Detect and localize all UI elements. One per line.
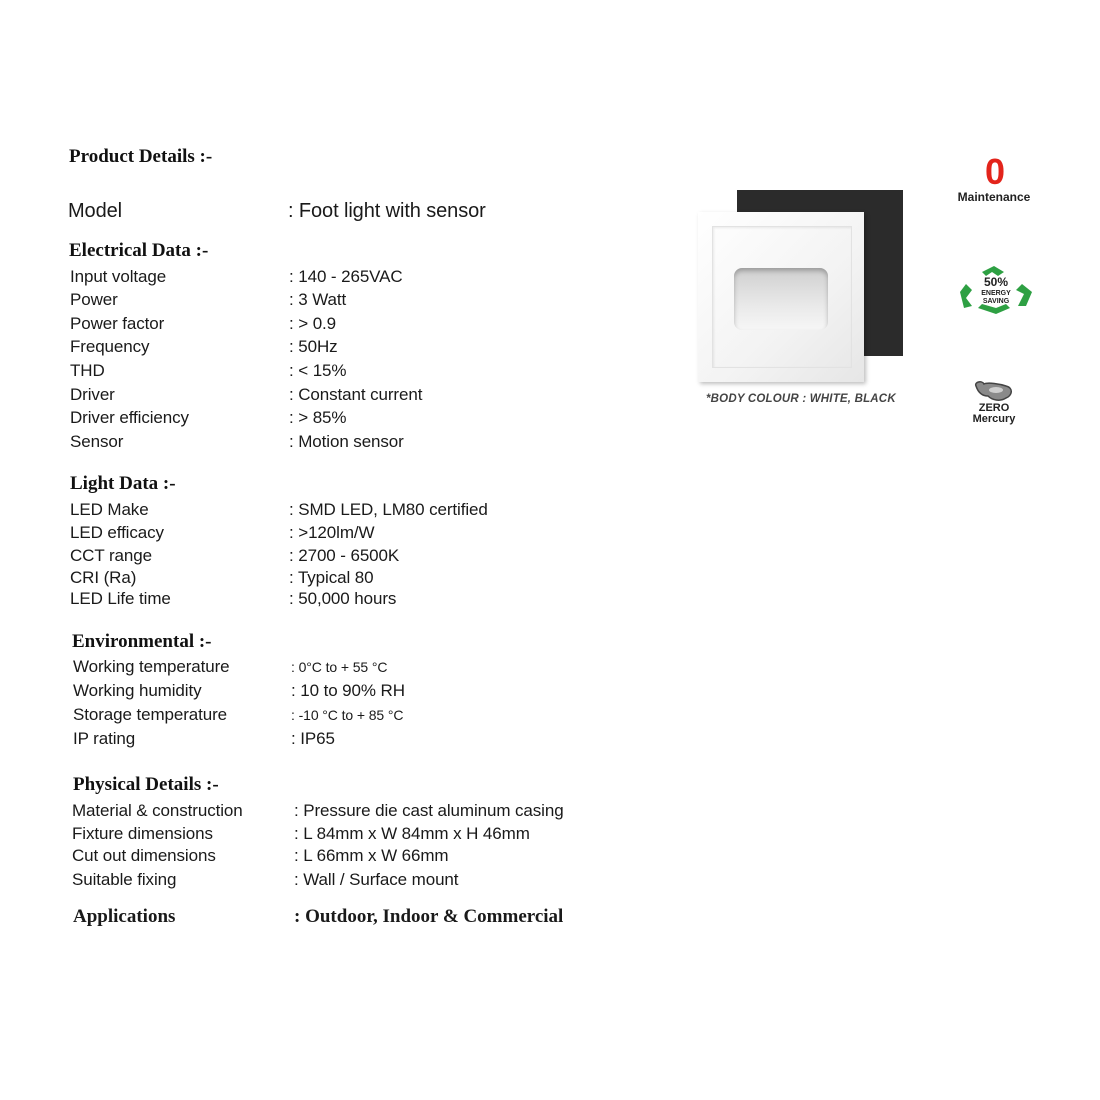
row-value: : L 66mm x W 66mm (294, 846, 449, 865)
applications-value: : Outdoor, Indoor & Commercial (294, 906, 564, 927)
row-value: : 3 Watt (289, 290, 347, 309)
row-value: : 50,000 hours (289, 589, 397, 608)
row-label: LED Make (70, 500, 149, 519)
model-label: Model (68, 200, 122, 222)
row-label: Frequency (70, 337, 150, 356)
light-window (734, 268, 828, 330)
row-label: THD (70, 361, 105, 380)
product-image (697, 186, 907, 386)
table-row (0, 500, 700, 522)
row-label: IP rating (73, 729, 136, 748)
table-row (0, 824, 700, 846)
environmental-heading: Environmental :- (72, 631, 212, 652)
table-row (0, 870, 700, 892)
model-value: : Foot light with sensor (288, 200, 486, 222)
energy-line2: SAVING (982, 298, 1010, 305)
row-value: : Motion sensor (289, 432, 404, 451)
row-value: : SMD LED, LM80 certified (289, 500, 488, 519)
row-label: Suitable fixing (72, 870, 177, 889)
row-label: LED Life time (70, 589, 171, 608)
row-label: LED efficacy (70, 523, 164, 542)
white-variant-plate (698, 212, 864, 382)
electrical-heading: Electrical Data :- (69, 240, 209, 261)
row-label: CRI (Ra) (70, 568, 137, 587)
row-label: Fixture dimensions (72, 824, 213, 843)
row-value: : IP65 (291, 729, 335, 748)
row-label: Power (70, 290, 118, 309)
row-value: : Pressure die cast aluminum casing (294, 801, 564, 820)
row-value: : -10 °C to + 85 °C (291, 707, 404, 723)
row-label: Storage temperature (73, 705, 228, 724)
row-label: Cut out dimensions (72, 846, 216, 865)
table-row (0, 267, 700, 289)
row-value: : >120lm/W (289, 523, 375, 542)
table-row (0, 337, 700, 359)
table-row (0, 385, 700, 407)
table-row (0, 657, 700, 679)
row-value: : 10 to 90% RH (291, 681, 405, 700)
body-colour-caption: *BODY COLOUR : WHITE, BLACK (706, 393, 896, 405)
table-row (0, 408, 700, 430)
row-value: : Wall / Surface mount (294, 870, 459, 889)
energy-percent: 50% (983, 275, 1009, 289)
row-value: : Typical 80 (289, 568, 374, 587)
mercury-line2: Mercury (972, 413, 1016, 425)
row-value: : Constant current (289, 385, 423, 404)
row-label: Working humidity (73, 681, 202, 700)
row-value: : < 15% (289, 361, 347, 380)
row-label: Power factor (70, 314, 165, 333)
light-heading: Light Data :- (70, 473, 176, 494)
row-value: : 140 - 265VAC (289, 267, 403, 286)
row-label: Driver efficiency (70, 408, 189, 427)
row-label: Material & construction (72, 801, 243, 820)
energy-line1: ENERGY (981, 290, 1011, 297)
row-label: CCT range (70, 546, 152, 565)
row-value: : 0°C to + 55 °C (291, 659, 388, 675)
row-label: Sensor (70, 432, 124, 451)
table-row (0, 361, 700, 383)
table-row (0, 681, 700, 703)
row-label: Input voltage (70, 267, 167, 286)
table-row (0, 523, 700, 545)
row-value: : 2700 - 6500K (289, 546, 400, 565)
row-value: : > 0.9 (289, 314, 337, 333)
product-details-heading: Product Details :- (69, 146, 213, 167)
table-row (0, 801, 700, 823)
maintenance-zero: 0 (984, 151, 1006, 192)
row-value: : 50Hz (289, 337, 338, 356)
row-value: : > 85% (289, 408, 347, 427)
table-row (0, 705, 700, 727)
table-row (0, 568, 700, 590)
mercury-line1: ZERO (978, 402, 1010, 414)
table-row (0, 729, 700, 751)
maintenance-label: Maintenance (957, 190, 1031, 204)
table-row (0, 432, 700, 454)
table-row (0, 846, 700, 868)
physical-heading: Physical Details :- (73, 774, 219, 795)
row-label: Driver (70, 385, 115, 404)
table-row (0, 314, 700, 336)
table-row (0, 290, 700, 312)
applications-label: Applications (73, 906, 176, 927)
row-value: : L 84mm x W 84mm x H 46mm (294, 824, 530, 843)
table-row (0, 546, 700, 568)
row-label: Working temperature (73, 657, 230, 676)
table-row (0, 589, 700, 611)
